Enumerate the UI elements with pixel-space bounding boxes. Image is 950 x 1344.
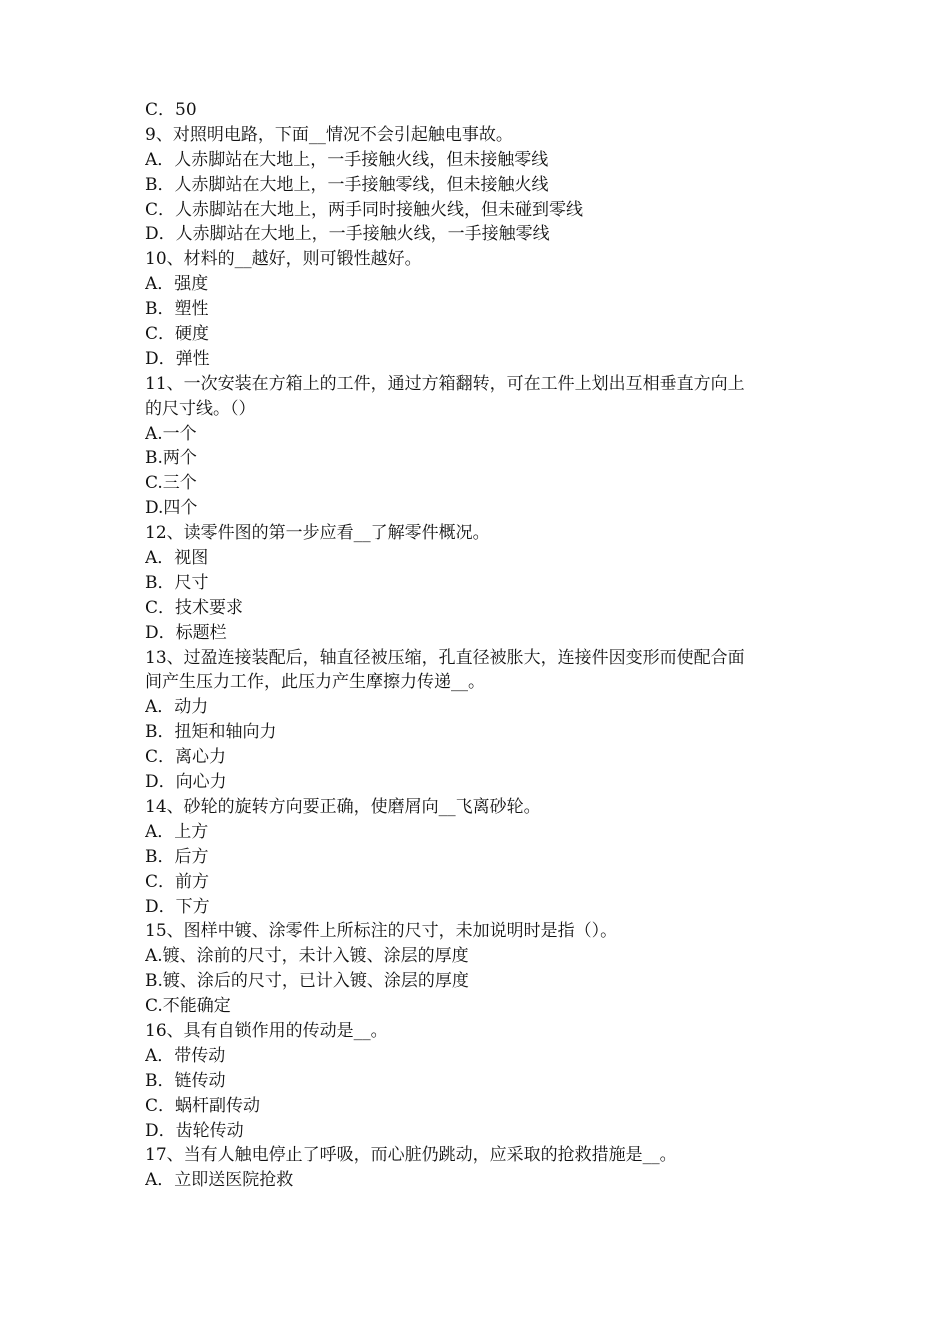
document-page	[145, 98, 825, 1193]
option-line: C．离心力	[145, 747, 227, 768]
option-line: D．齿轮传动	[145, 1120, 244, 1141]
question-9: 9、对照明电路，下面__情况不会引起触电事故。	[145, 124, 513, 145]
option-line: D．下方	[145, 896, 210, 917]
question-15: 15、图样中镀、涂零件上所标注的尺寸，未加说明时是指（）。	[145, 921, 618, 942]
option-line: A．上方	[145, 821, 209, 842]
option-line: A．带传动	[145, 1045, 226, 1066]
option-line: C.不能确定	[145, 996, 231, 1017]
option-line: B.镀、涂后的尺寸，已计入镀、涂层的厚度	[145, 971, 469, 992]
option-line: C．技术要求	[145, 597, 244, 618]
option-line: B．链传动	[145, 1070, 226, 1091]
question-17: 17、当有人触电停止了呼吸，而心脏仍跳动，应采取的抢救措施是__。	[145, 1145, 677, 1166]
option-line: A.镀、涂前的尺寸，未计入镀、涂层的厚度	[145, 946, 469, 967]
option-line: B．塑性	[145, 299, 209, 320]
option-line: A．人赤脚站在大地上，一手接触火线，但未接触零线	[145, 149, 549, 170]
option-line: A．视图	[145, 548, 209, 569]
question-16: 16、具有自锁作用的传动是__。	[145, 1020, 388, 1041]
option-line: D．人赤脚站在大地上，一手接触火线，一手接触零线	[145, 224, 550, 245]
option-line: C．蜗杆副传动	[145, 1095, 261, 1116]
option-line: B．后方	[145, 846, 209, 867]
option-line: C.三个	[145, 473, 197, 494]
question-13: 13、过盈连接装配后，轴直径被压缩，孔直径被胀大，连接件因变形而使配合面	[145, 647, 745, 668]
option-line: C．人赤脚站在大地上，两手同时接触火线，但未碰到零线	[145, 199, 584, 220]
option-line: D.四个	[145, 498, 198, 519]
option-line: B．尺寸	[145, 572, 209, 593]
question-12: 12、读零件图的第一步应看__了解零件概况。	[145, 523, 490, 544]
question-11: 11、一次安装在方箱上的工件，通过方箱翻转，可在工件上划出互相垂直方向上	[145, 373, 745, 394]
question-14: 14、砂轮的旋转方向要正确，使磨屑向__飞离砂轮。	[145, 796, 541, 817]
option-line: A．立即送医院抢救	[145, 1170, 294, 1191]
option-line: A．强度	[145, 274, 209, 295]
question-13-continued: 间产生压力工作，此压力产生摩擦力传递__。	[145, 672, 485, 693]
option-line: D．弹性	[145, 348, 210, 369]
option-line: D．向心力	[145, 772, 227, 793]
option-line: B．人赤脚站在大地上，一手接触零线，但未接触火线	[145, 174, 549, 195]
question-11-continued: 的尺寸线。（）	[145, 398, 256, 419]
option-line: B.两个	[145, 448, 197, 469]
option-line: A.一个	[145, 423, 197, 444]
option-line: B．扭矩和轴向力	[145, 722, 277, 743]
option-line: D．标题栏	[145, 622, 227, 643]
question-10: 10、材料的__越好，则可锻性越好。	[145, 249, 422, 270]
option-line: C．前方	[145, 871, 210, 892]
option-line: C．硬度	[145, 324, 210, 345]
option-line: A．动力	[145, 697, 209, 718]
text-line: C．50	[145, 100, 197, 120]
